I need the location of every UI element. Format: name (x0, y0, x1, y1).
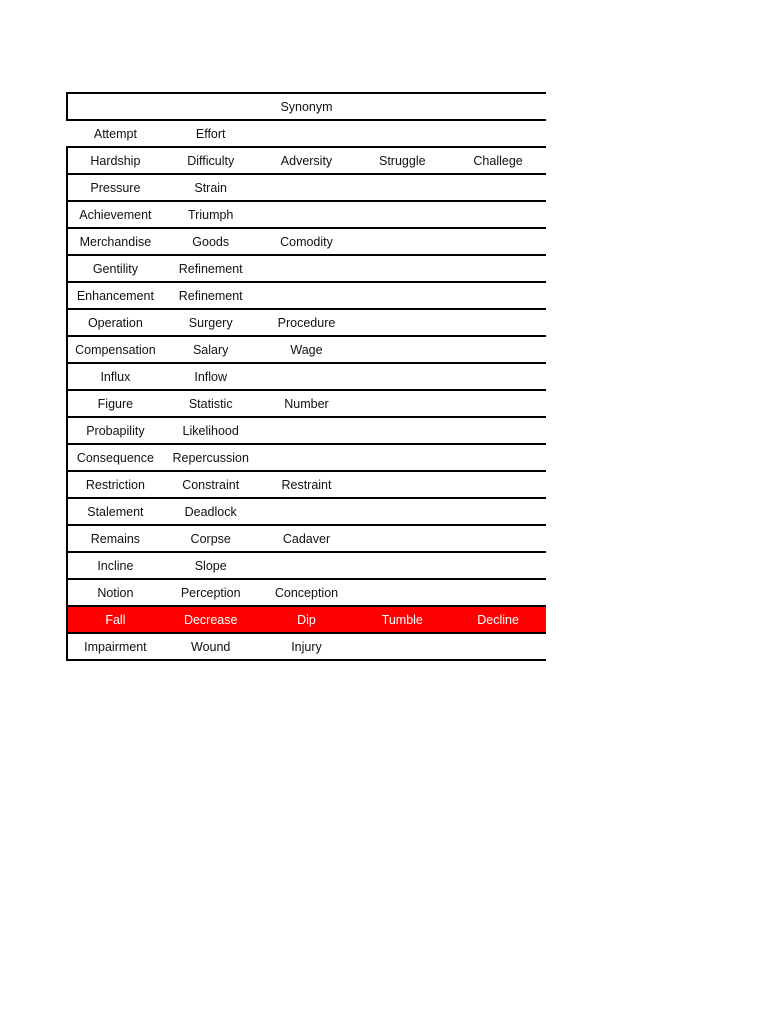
synonym-cell (354, 363, 450, 390)
synonym-cell: Injury (259, 633, 355, 660)
synonym-cell (354, 282, 450, 309)
synonym-cell (259, 255, 355, 282)
word-cell: Merchandise (67, 228, 163, 255)
synonym-cell: Refinement (163, 255, 259, 282)
synonym-cell: Adversity (259, 147, 355, 174)
synonym-cell: Cadaver (259, 525, 355, 552)
header-cell (450, 93, 546, 120)
synonym-cell: Repercussion (163, 444, 259, 471)
synonym-cell: Tumble (354, 606, 450, 633)
synonym-cell: Difficulty (163, 147, 259, 174)
synonym-cell: Refinement (163, 282, 259, 309)
synonym-cell: Corpse (163, 525, 259, 552)
word-cell: Gentility (67, 255, 163, 282)
header-cell (354, 93, 450, 120)
synonym-cell: Struggle (354, 147, 450, 174)
table-row (67, 282, 546, 309)
synonym-cell (259, 363, 355, 390)
synonym-cell (354, 228, 450, 255)
synonym-cell: Triumph (163, 201, 259, 228)
synonym-cell (354, 498, 450, 525)
word-cell: Probapility (67, 417, 163, 444)
synonym-cell (450, 579, 546, 606)
table-row (67, 471, 546, 498)
table-row (67, 255, 546, 282)
synonym-cell (450, 336, 546, 363)
synonym-cell (354, 417, 450, 444)
synonym-cell: Procedure (259, 309, 355, 336)
word-cell: Enhancement (67, 282, 163, 309)
synonym-cell (354, 309, 450, 336)
synonym-cell: Strain (163, 174, 259, 201)
synonym-cell (450, 525, 546, 552)
synonym-cell (354, 525, 450, 552)
table-row (67, 552, 546, 579)
synonym-cell (354, 444, 450, 471)
synonym-cell (354, 633, 450, 660)
synonym-cell (354, 552, 450, 579)
table-row (67, 525, 546, 552)
table-row (67, 201, 546, 228)
synonym-table (66, 92, 546, 661)
word-cell: Stalement (67, 498, 163, 525)
word-cell: Restriction (67, 471, 163, 498)
synonym-cell: Surgery (163, 309, 259, 336)
synonym-cell: Restraint (259, 471, 355, 498)
synonym-cell: Decline (450, 606, 546, 633)
synonym-cell: Slope (163, 552, 259, 579)
synonym-cell (259, 498, 355, 525)
synonym-cell (450, 363, 546, 390)
word-cell: Hardship (67, 147, 163, 174)
synonym-cell (259, 174, 355, 201)
word-cell: Pressure (67, 174, 163, 201)
synonym-cell: Wage (259, 336, 355, 363)
synonym-cell (450, 255, 546, 282)
word-cell: Incline (67, 552, 163, 579)
table-row (67, 633, 546, 660)
synonym-cell (354, 579, 450, 606)
table-row (67, 120, 546, 147)
synonym-cell: Constraint (163, 471, 259, 498)
word-cell: Attempt (67, 120, 163, 147)
table-row (67, 390, 546, 417)
highlighted-row (67, 606, 546, 633)
synonym-cell (450, 120, 546, 147)
word-cell: Compensation (67, 336, 163, 363)
synonym-cell (450, 471, 546, 498)
table-row (67, 309, 546, 336)
synonym-cell (354, 255, 450, 282)
synonym-cell (450, 417, 546, 444)
header-cell (163, 93, 259, 120)
synonym-cell: Challege (450, 147, 546, 174)
synonym-cell (354, 201, 450, 228)
word-cell: Achievement (67, 201, 163, 228)
synonym-cell: Goods (163, 228, 259, 255)
header-title: Synonym (259, 93, 355, 120)
synonym-cell: Dip (259, 606, 355, 633)
synonym-cell (450, 228, 546, 255)
word-cell: Remains (67, 525, 163, 552)
synonym-cell: Salary (163, 336, 259, 363)
synonym-cell (450, 174, 546, 201)
synonym-cell (354, 390, 450, 417)
synonym-cell (450, 282, 546, 309)
synonym-cell (450, 309, 546, 336)
table-row (67, 147, 546, 174)
table-row (67, 363, 546, 390)
synonym-cell: Likelihood (163, 417, 259, 444)
word-cell: Notion (67, 579, 163, 606)
header-cell (67, 93, 163, 120)
synonym-cell: Inflow (163, 363, 259, 390)
synonym-cell (259, 282, 355, 309)
synonym-cell (259, 120, 355, 147)
synonym-cell (259, 444, 355, 471)
synonym-cell (354, 120, 450, 147)
table-row (67, 579, 546, 606)
synonym-cell: Deadlock (163, 498, 259, 525)
synonym-cell (259, 201, 355, 228)
word-cell: Influx (67, 363, 163, 390)
synonym-cell (354, 174, 450, 201)
synonym-cell (259, 552, 355, 579)
synonym-cell (354, 336, 450, 363)
word-cell: Consequence (67, 444, 163, 471)
synonym-cell (450, 444, 546, 471)
synonym-cell: Wound (163, 633, 259, 660)
word-cell: Fall (67, 606, 163, 633)
synonym-cell (450, 498, 546, 525)
synonym-cell: Statistic (163, 390, 259, 417)
word-cell: Figure (67, 390, 163, 417)
word-cell: Operation (67, 309, 163, 336)
table-row (67, 228, 546, 255)
table-row (67, 498, 546, 525)
synonym-cell: Comodity (259, 228, 355, 255)
header-row (67, 93, 546, 120)
synonym-cell (450, 633, 546, 660)
table-row (67, 444, 546, 471)
synonym-cell: Decrease (163, 606, 259, 633)
synonym-cell: Perception (163, 579, 259, 606)
synonym-cell (450, 201, 546, 228)
synonym-cell (259, 417, 355, 444)
word-cell: Impairment (67, 633, 163, 660)
synonym-cell: Effort (163, 120, 259, 147)
synonym-cell (354, 471, 450, 498)
table-row (67, 336, 546, 363)
table-row (67, 417, 546, 444)
synonym-cell (450, 390, 546, 417)
synonym-cell: Conception (259, 579, 355, 606)
synonym-cell (450, 552, 546, 579)
table-row (67, 174, 546, 201)
synonym-cell: Number (259, 390, 355, 417)
